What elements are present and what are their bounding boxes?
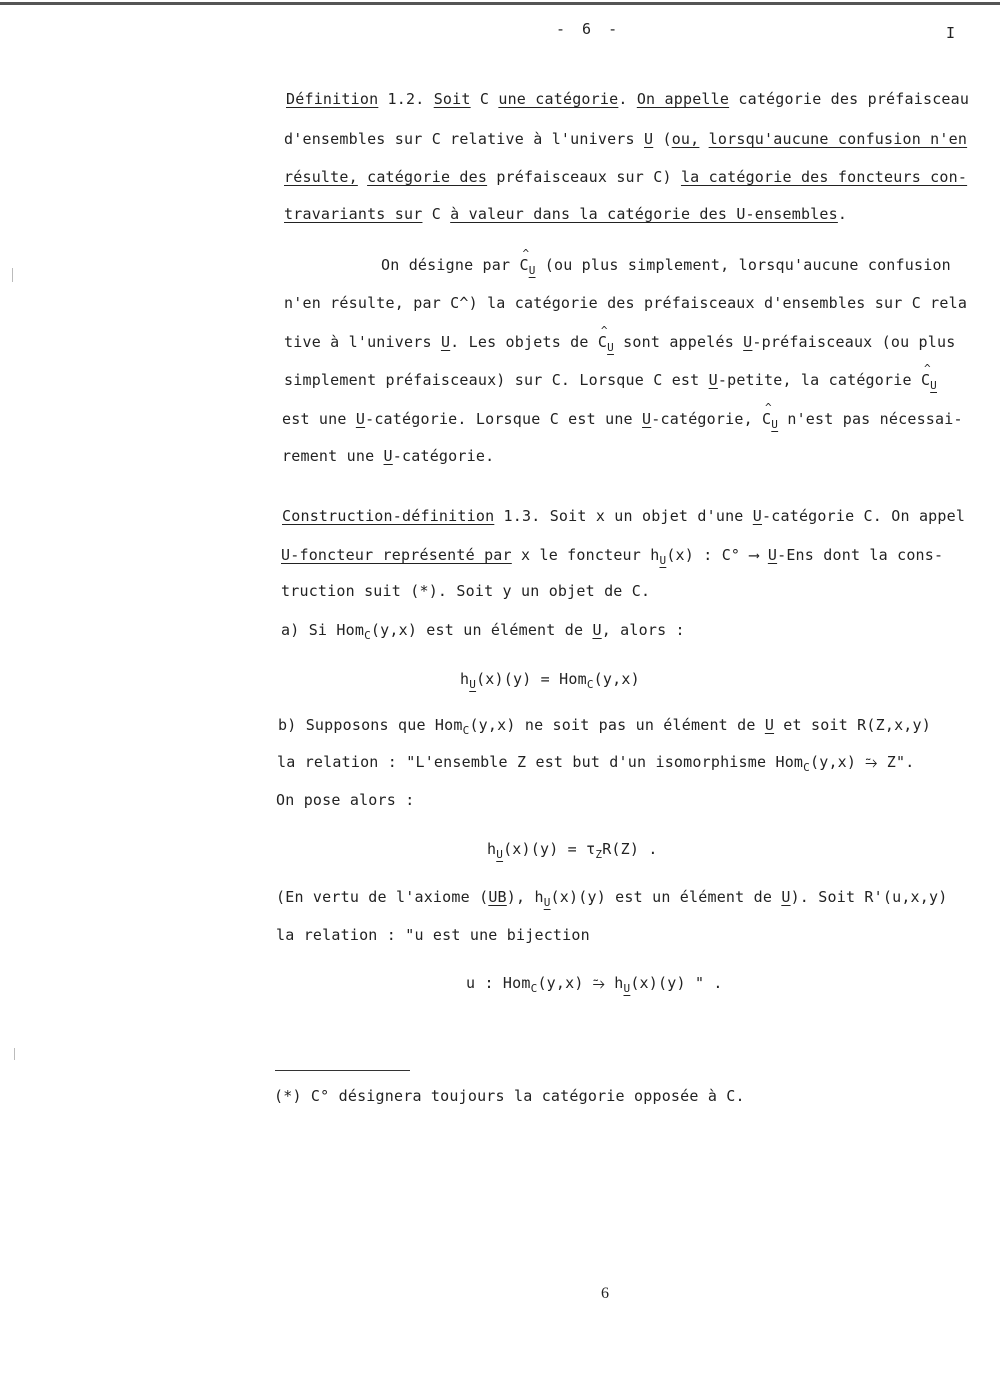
case-b-line-1: b) Supposons que Hom$_C$(y,x) ne soit pas un élément de U et soit R(Z,x,y) xyxy=(278,716,932,737)
header-center-mark: - 6 - xyxy=(556,20,622,38)
para2-line-6: rement une U-catégorie. xyxy=(282,447,495,465)
top-border xyxy=(0,2,1000,5)
definition-label: Définition xyxy=(286,90,379,108)
margin-mark xyxy=(12,268,13,282)
equation-2: $h_U(x)(y) = \tau_ZR(Z)$ . xyxy=(487,840,658,861)
para2-line-5: est une U-catégorie. Lorsque C est une U-catégorie, ^ $C_U$ n'est pas nécessai- xyxy=(282,410,963,431)
case-a-line: a) Si Hom$_C$(y,x) est un élément de U, alors : xyxy=(281,621,685,642)
axiom-line-2: la relation : "u est une bijection xyxy=(276,926,590,944)
def12-line-3: résulte, catégorie des préfaisceaux sur C) la catégorie des foncteurs con- xyxy=(284,168,968,186)
case-b-line-2: la relation : "L'ensemble Z est but d'un isomorphisme Hom$_C$(y,x) ⥲ Z". xyxy=(277,753,915,774)
def12-line-4: travariants sur C à valeur dans la catégorie des U-ensembles. xyxy=(284,205,848,223)
equation-3: u : Hom$_C$(y,x) ⥲ $h_U(x)(y)$ " . xyxy=(466,974,723,995)
page-number: 6 xyxy=(601,1285,610,1302)
footnote-rule xyxy=(275,1070,410,1071)
para2-line-2: n'en résulte, par C^) la catégorie des préfaisceaux d'ensembles sur C rela xyxy=(284,294,968,312)
para2-line-1: On désigne par ^ $C_U$ (ou plus simplement, lorsqu'aucune confusion xyxy=(381,256,951,277)
cons13-line-1: Construction-définition 1.3. Soit x un objet d'une U-catégorie C. On appel xyxy=(282,507,966,525)
header-roman-numeral: I xyxy=(946,24,956,42)
axiom-line-1: (En vertu de l'axiome (UB), $h_U(x)(y)$ est un élément de U). Soit R'(u,x,y) xyxy=(276,888,948,909)
para2-line-3: tive à l'univers U. Les objets de ^ $C_U$ sont appelés U-préfaisceaux (ou plus xyxy=(284,333,955,354)
def12-line-1: Définition 1.2. Soit C une catégorie. On appelle catégorie des préfaisceau xyxy=(286,90,970,108)
cons13-line-3: truction suit (*). Soit y un objet de C. xyxy=(281,582,651,600)
case-b-line-3: On pose alors : xyxy=(276,791,415,809)
def12-line-2: d'ensembles sur C relative à l'univers U (ou, lorsqu'aucune confusion n'en xyxy=(284,130,968,148)
equation-1: $h_U(x)(y) = Hom_C(y,x)$ xyxy=(460,670,640,691)
cons13-line-2: U-foncteur représenté par x le foncteur $h_U(x)$ : C° ⟶ U-Ens dont la cons- xyxy=(281,546,944,567)
construction-label: Construction-définition xyxy=(282,507,495,525)
para2-line-4: simplement préfaisceaux) sur C. Lorsque C est U-petite, la catégorie ^ $C_U$ xyxy=(284,371,937,392)
margin-mark xyxy=(14,1048,15,1060)
footnote-text: (*) C° désignera toujours la catégorie opposée à C. xyxy=(274,1087,745,1105)
